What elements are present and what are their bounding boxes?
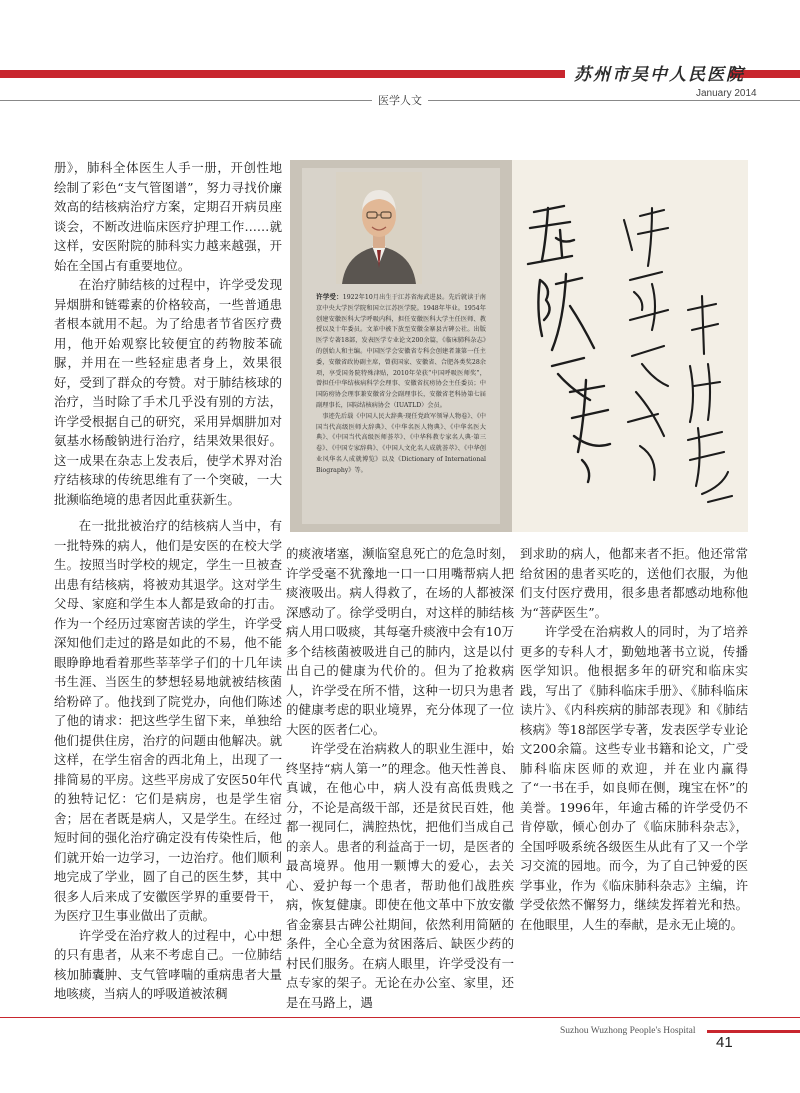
article-column-1-bottom [54, 516, 282, 1004]
article-column-1-top [54, 158, 282, 509]
footer-hospital-name: Suzhou Wuzhong People's Hospital [560, 1026, 696, 1036]
paragraph: 在治疗肺结核的过程中，许学受发现异烟肼和链霉素的价格较高，一些普通患者根本就用不起。为了给患者节省医疗费用，他开始观察比较便宜的药物胺苯硫脲，并用在一些轻症患者身上，效果很好，受到了群众的夸赞。对于肺结核球的治疗，当时除了手术几乎没有别的方法，许学受根据自己的研究，采用异烟肼加对氨基水杨酸钠进行治疗，结果效果很好。这一成果在杂志上发表后，使学术界对治疗结核球的传统思维有了一个突破，一大批濒临绝境的患者因此重获新生。 [54, 277, 282, 507]
paragraph: 许学受在治病救人的职业生涯中，始终坚持“病人第一”的理念。他天性善良、真诚，在他心中，病人没有高低贵贱之分，不论是高级干部，还是贫民百姓，他都一视同仁，满腔热忱，把他们当成自己的亲人。患者的利益高于一切，是医者的最高境界。他用一颗博大的爱心，去关心、爱护每一个患者，帮助他们战胜疾病，恢复健康。即使在他文革中下放安徽省金寨县古碑公社期间，依然利用简陋的条件，全心全意为贫困落后、缺医少药的村民们服务。在病人眼里，许学受没有一点专家的架子。无论在办公室、家里，还是在马路上，遇 [286, 741, 514, 1010]
article-column-2 [286, 544, 514, 1012]
paragraph: 在一批批被治疗的结核病人当中，有一批特殊的病人，他们是安医的在校大学生。按照当时学校的规定，学生一旦被查出患有结核病，将被劝其退学。这对学生父母、家庭和学生本人都是致命的打击。作为一个经历过寒窗苦读的学生，许学受深知他们走过的路是如此的不易，他不能眼睁睁地看着那些莘莘学子们的十几年读书生涯、当医生的梦想轻易地就被结核菌给粉碎了。他找到了院党办，向他们陈述了他的请求：把这些学生留下来，单独给他们提供住房，治疗的问题由他解决。就这样，在学生宿舍的西北角上，出现了一排简易的平房。这些平房成了安医50年代的独特记忆：它们是病房，也是学生宿舍；居在者既是病人，又是学生。在经过短时间的强化治疗确定没有传染性后，他们就开始一边学习，一边治疗。他们顺利地完成了学业，圆了自己的医生梦，其中很多人后来成了安徽医学界的重要骨干，为医疗卫生事业做出了贡献。 [54, 518, 282, 923]
calligraphy-caption: 王平院长惠存 许学受 辛卯年春 [512, 160, 526, 161]
hospital-title: 苏州市吴中人民医院 [574, 65, 745, 85]
header-red-bar [0, 70, 565, 78]
paragraph: 许学受在治病救人的同时，为了培养更多的专科人才，勤勉地著书立说，传播医学知识。他根据多年的研究和临床实践，写出了《肺科临床手册》、《肺科临床读片》、《内科疾病的肺部表现》和《肺结核病》等18部医学专著，发表医学专业论文200余篇。这些专业书籍和论文，广受肺科临床医师的欢迎，并在业内赢得了“一书在手，如良师在侧，瑰宝在怀”的美誉。1996年，年逾古稀的许学受仍不肯停歇，倾心创办了《临床肺科杂志》，全国呼吸系统各级医生从此有了又一个学习交流的园地。而今，为了自己钟爱的医学事业，作为《临床肺科杂志》主编，许学受依然不懈努力，继续发挥着光和热。在他眼里，人生的奉献，是永无止境的。 [520, 624, 748, 932]
paragraph: 册》，肺科全体医生人手一册，开创性地绘制了彩色“支气管图谱”，努力寻找价廉效高的结核病治疗方案，定期召开病员座谈会，不断改进临床医疗护理工作……就这样，安医附院的肺科实力越来越强，开始在全国占有重要地位。 [54, 160, 282, 273]
footer-rule [0, 1017, 800, 1018]
page-number: 41 [716, 1034, 733, 1051]
article-column-3 [520, 544, 748, 934]
calligraphy-panel [512, 160, 748, 532]
portrait-image [336, 172, 422, 284]
bio-text [316, 292, 486, 477]
paragraph: 到求助的病人，他都来者不拒。他还常常给贫困的患者买吃的，送他们衣服，为他们支付医疗费用，很多患者都感动地称他为“菩萨医生”。 [520, 546, 748, 620]
portrait-photo [336, 172, 422, 284]
bio-tail: 事迹先后载《中国人民大辞典·现任党政军领导人物卷》、《中国当代高级医师大辞典》、《中华名医人物典》、《中华名医大典》、《中国当代高级医师荟萃》、《中华科教专家名人典·第三卷》、《中国专家辞典》、《中国人文化名人成就荟萃》、《中华创业风华名人成就博览》以及《Dictionary of International Biography》等。 [316, 412, 486, 474]
bio-body: 1922年10月出生于江苏省海武进县。先后就读于南京中央大学医学院和国立江苏医学院。1948年毕业。1954年创建安徽医科大学呼吸内科，担任安徽医科大学主任医师、教授以及十年委员。文革中被下放至安徽金寨县古碑公社。出版医学专著18部，发表医学专业论文200余篇，《临床肺科杂志》的创始人和主编。中国医学会安徽省专科会创建者兼第一任主委，安徽省政协副主席，曾获国家、安徽省、合肥各类奖28余项，享受国务院特殊津贴，2010年荣获“中国呼吸医师奖”，曾担任中华结核病科学会理事、安徽省抗痨协会主任委员；中国防痨协会理事兼安徽省分会副理事长，安徽省老科协第七届副理事长，国际结核病协会（IUATLD）会员。 [316, 294, 486, 409]
bio-name: 许学受： [316, 293, 343, 301]
paragraph: 的痰液堵塞，濒临窒息死亡的危急时刻，许学受毫不犹豫地一口一口用嘴帮病人把痰液吸出。病人得救了，在场的人都被深深感动了。徐学受明白，对这样的肺结核病人用口吸痰，其每毫升痰液中会有10万多个结核菌被吸进自己的肺内，这是以付出自己的健康为代价的。但为了抢救病人，许学受在所不惜，这种一切只为患者的健康考虑的职业境界，充分体现了一位大医的医者仁心。 [286, 546, 514, 737]
section-label: 医学人文 [372, 92, 428, 108]
issue-date: January 2014 [696, 88, 757, 99]
calligraphy-image [512, 160, 748, 532]
footer-red-bar [707, 1030, 800, 1033]
paragraph: 许学受在治疗救人的过程中，心中想的只有患者，从来不考虑自己。一位肺结核加肺囊肿、支气管哮喘的重病患者大量地咳痰，当病人的呼吸道被浓稠 [54, 927, 282, 1001]
